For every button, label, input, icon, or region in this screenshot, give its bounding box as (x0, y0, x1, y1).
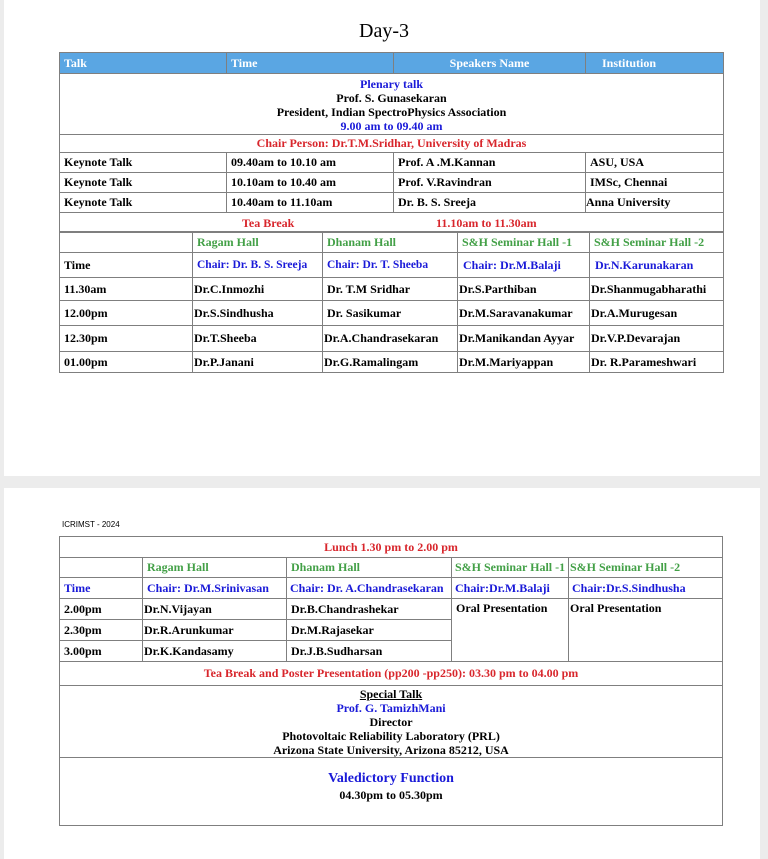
hall-ragam: Ragam Hall (193, 232, 323, 253)
lunch-row (60, 537, 723, 558)
special-talk-university: Arizona State University, Arizona 85212, USA (273, 743, 509, 757)
schedule-table-sessions-morning (59, 231, 724, 373)
header-time: Time (227, 53, 394, 74)
chair-person: Chair Person: Dr.T.M.Sridhar, University of Madras (60, 135, 724, 153)
session-speaker: Dr.C.Inmozhi (193, 278, 323, 301)
session-speaker: Dr.Shanmugabharathi (590, 278, 724, 301)
session-speaker: Dr.A.Murugesan (590, 301, 724, 326)
plenary-speaker: Prof. S. Gunasekaran (336, 91, 447, 105)
hall-dhanam: Dhanam Hall (323, 232, 458, 253)
session-speaker: Dr.M.Saravanakumar (458, 301, 590, 326)
session-time: 12.30pm (60, 326, 193, 352)
special-talk-title: Special Talk (359, 687, 423, 701)
keynote-time: 10.10am to 10.40 am (227, 173, 394, 193)
schedule-table-afternoon (59, 536, 723, 826)
chair-ragam: Chair: Dr.M.Srinivasan (143, 578, 287, 599)
valedictory-row (60, 758, 723, 826)
oral-presentation-2: Oral Presentation (569, 599, 723, 662)
chair-dhanam: Chair: Dr. A.Chandrasekaran (287, 578, 452, 599)
session-time: 2.00pm (60, 599, 143, 620)
keynote-talk: Keynote Talk (60, 193, 227, 213)
chair-sh-1: Chair: Dr.M.Balaji (458, 253, 590, 278)
session-speaker: Dr. T.M Sridhar (323, 278, 458, 301)
chair-ragam: Chair: Dr. B. S. Sreeja (193, 253, 323, 278)
keynote-row (60, 193, 724, 213)
keynote-row (60, 173, 724, 193)
session-row (60, 326, 724, 352)
hall-sh-1: S&H Seminar Hall -1 (452, 558, 569, 578)
session-time: 12.00pm (60, 301, 193, 326)
schedule-table-morning (59, 52, 724, 233)
halls-row (60, 232, 724, 253)
session-speaker: Dr.M.Mariyappan (458, 352, 590, 373)
session-speaker: Dr.M.Rajasekar (287, 620, 452, 641)
session-speaker: Dr.T.Sheeba (193, 326, 323, 352)
chair-sh-1: Chair:Dr.M.Balaji (452, 578, 569, 599)
session-time: 11.30am (60, 278, 193, 301)
chair-dhanam: Chair: Dr. T. Sheeba (323, 253, 458, 278)
keynote-time: 10.40am to 11.10am (227, 193, 394, 213)
tea-poster-row (60, 662, 723, 686)
chairs-row (60, 578, 723, 599)
session-speaker: Dr.P.Janani (193, 352, 323, 373)
session-speaker: Dr.S.Sindhusha (193, 301, 323, 326)
chair-sh-2: Chair:Dr.S.Sindhusha (569, 578, 723, 599)
session-time: 3.00pm (60, 641, 143, 662)
tea-break-time: 11.10am to 11.30am (436, 216, 537, 230)
session-speaker: Dr.N.Vijayan (143, 599, 287, 620)
session-speaker: Dr.R.Arunkumar (143, 620, 287, 641)
session-time: 01.00pm (60, 352, 193, 373)
chair-row (60, 135, 724, 153)
time-label: Time (60, 253, 193, 278)
day-title: Day-3 (359, 20, 409, 42)
chair-sh-2: Dr.N.Karunakaran (590, 253, 724, 278)
special-talk-lab: Photovoltaic Reliability Laboratory (PRL) (282, 729, 500, 743)
valedictory-title: Valedictory Function (328, 771, 454, 786)
doc-label: ICRIMST - 2024 (62, 520, 120, 529)
keynote-speaker: Prof. A .M.Kannan (394, 153, 586, 173)
header-institution: Institution (586, 53, 724, 74)
session-speaker: Dr.Manikandan Ayyar (458, 326, 590, 352)
oral-presentation-1: Oral Presentation (452, 599, 569, 662)
plenary-title: Plenary talk (360, 77, 423, 91)
keynote-institution: IMSc, Chennai (586, 173, 724, 193)
plenary-row (60, 74, 724, 135)
chairs-row (60, 253, 724, 278)
tea-poster-label: Tea Break and Poster Presentation (pp200 -pp250): 03.30 pm to 04.00 pm (60, 662, 723, 686)
keynote-time: 09.40am to 10.10 am (227, 153, 394, 173)
valedictory-time: 04.30pm to 05.30pm (339, 788, 443, 802)
lunch-label: Lunch 1.30 pm to 2.00 pm (60, 537, 723, 558)
session-speaker: Dr.A.Chandrasekaran (323, 326, 458, 352)
hall-sh-2: S&H Seminar Hall -2 (590, 232, 724, 253)
tea-break-row (60, 213, 724, 233)
session-row (60, 599, 723, 620)
session-row (60, 352, 724, 373)
session-speaker: Dr.J.B.Sudharsan (287, 641, 452, 662)
session-row (60, 278, 724, 301)
keynote-speaker: Prof. V.Ravindran (394, 173, 586, 193)
keynote-speaker: Dr. B. S. Sreeja (394, 193, 586, 213)
keynote-talk: Keynote Talk (60, 153, 227, 173)
session-speaker: Dr.B.Chandrashekar (287, 599, 452, 620)
session-speaker: Dr.V.P.Devarajan (590, 326, 724, 352)
keynote-institution: Anna University (586, 193, 724, 213)
table-header (60, 53, 724, 74)
hall-sh-2: S&H Seminar Hall -2 (569, 558, 723, 578)
session-speaker: Dr.S.Parthiban (458, 278, 590, 301)
keynote-row (60, 153, 724, 173)
halls-row (60, 558, 723, 578)
plenary-time: 9.00 am to 09.40 am (340, 119, 443, 133)
session-time: 2.30pm (60, 620, 143, 641)
special-talk-row (60, 686, 723, 758)
special-talk-speaker: Prof. G. TamizhMani (336, 701, 446, 715)
hall-sh-1: S&H Seminar Hall -1 (458, 232, 590, 253)
special-talk-role: Director (369, 715, 413, 729)
session-speaker: Dr. R.Parameshwari (590, 352, 724, 373)
keynote-talk: Keynote Talk (60, 173, 227, 193)
keynote-institution: ASU, USA (586, 153, 724, 173)
hall-ragam: Ragam Hall (143, 558, 287, 578)
session-speaker: Dr. Sasikumar (323, 301, 458, 326)
hall-dhanam: Dhanam Hall (287, 558, 452, 578)
header-talk: Talk (60, 53, 227, 74)
session-speaker: Dr.G.Ramalingam (323, 352, 458, 373)
header-speakers: Speakers Name (394, 53, 586, 74)
session-row (60, 301, 724, 326)
plenary-designation: President, Indian SpectroPhysics Association (276, 105, 507, 119)
tea-break-label: Tea Break (242, 216, 295, 230)
session-speaker: Dr.K.Kandasamy (143, 641, 287, 662)
time-label: Time (60, 578, 143, 599)
